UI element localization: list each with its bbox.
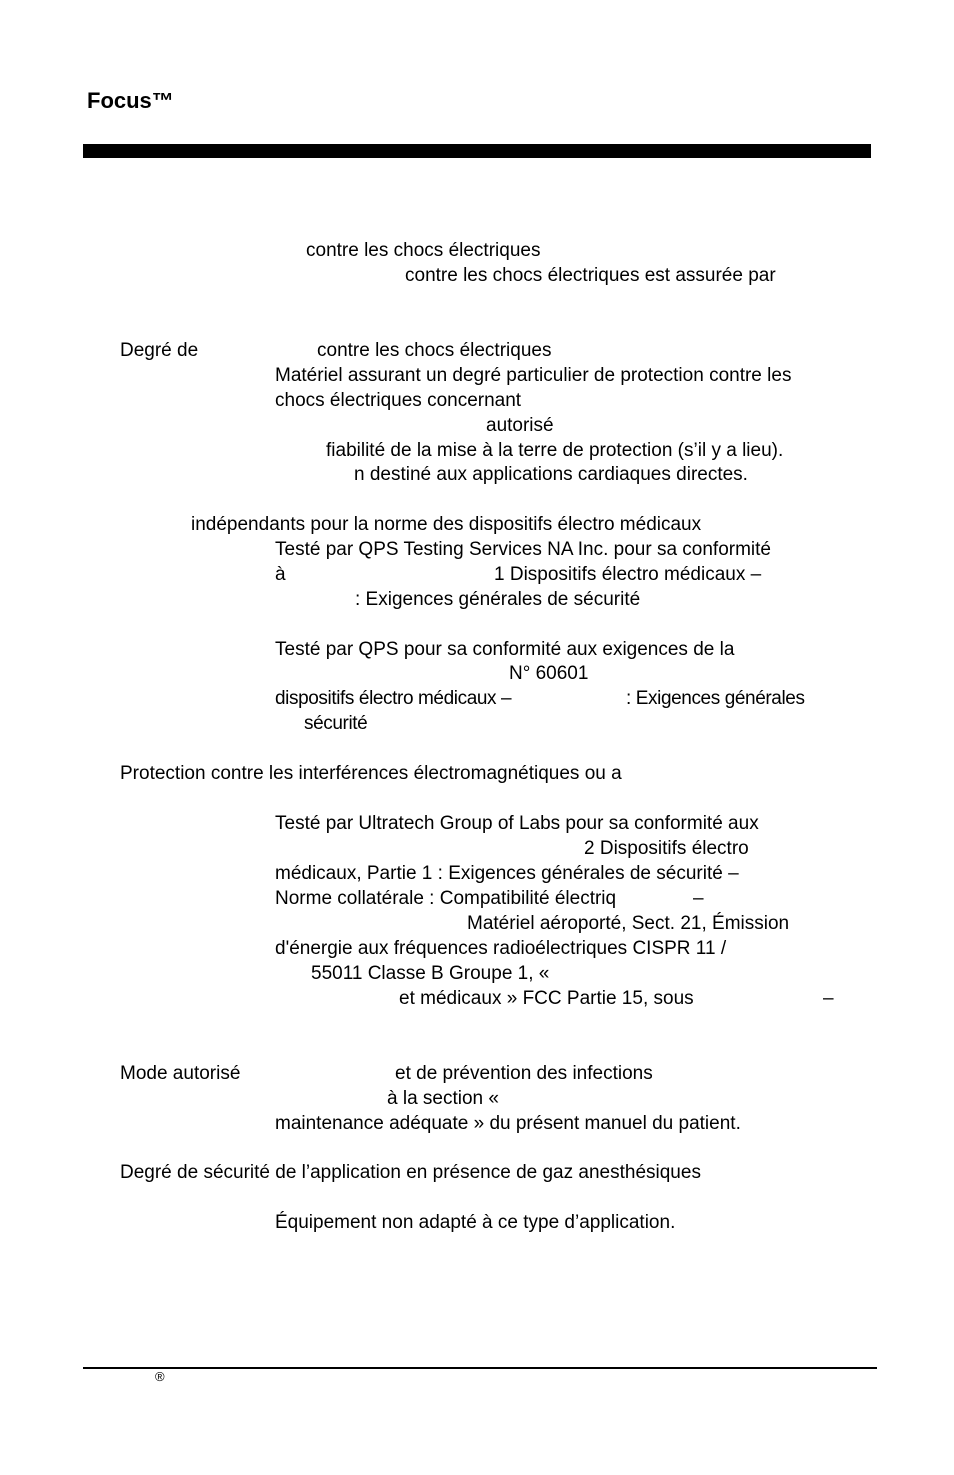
text-line: 1 Dispositifs électro médicaux –	[494, 564, 762, 585]
text-line: –	[693, 888, 704, 909]
text-line: : Exigences générales de sécurité	[355, 589, 641, 610]
text-line: à	[275, 564, 286, 585]
section-heading: contre les chocs électriques	[317, 340, 552, 361]
text-line: médicaux, Partie 1 : Exigences générales de sécurité –	[275, 863, 739, 884]
footer-rule	[83, 1367, 877, 1369]
section-heading: Degré de sécurité de l’application en présence de gaz anesthésiques	[120, 1162, 701, 1183]
header-rule	[83, 144, 871, 158]
text-line: N° 60601	[509, 663, 589, 684]
text-line: –	[823, 988, 834, 1009]
text-line: Matériel aéroporté, Sect. 21, Émission	[467, 913, 790, 934]
text-line: maintenance adéquate » du présent manuel du patient.	[275, 1113, 741, 1134]
section-heading: Protection contre les interférences électromagnétiques ou a	[120, 763, 622, 784]
section-heading: indépendants pour la norme des dispositifs électro médicaux	[191, 514, 702, 535]
text-line: Norme collatérale : Compatibilité électriq	[275, 888, 617, 909]
registered-mark: ®	[155, 1369, 165, 1384]
text-line: contre les chocs électriques est assurée par	[405, 265, 776, 286]
text-line: et de prévention des infections	[395, 1063, 653, 1084]
text-line: à la section «	[387, 1088, 499, 1109]
text-line: contre les chocs électriques	[306, 240, 541, 261]
section-heading: Mode autorisé	[120, 1063, 241, 1084]
section-heading: Degré de	[120, 340, 199, 361]
text-line: 55011 Classe B Groupe 1, «	[311, 963, 550, 984]
text-line: n destiné aux applications cardiaques directes.	[354, 464, 748, 485]
document-title: Focus™	[87, 88, 174, 113]
text-line: : Exigences générales	[626, 688, 805, 709]
text-line: chocs électriques concernant	[275, 390, 522, 411]
text-line: sécurité	[304, 713, 368, 734]
text-line: Matériel assurant un degré particulier de protection contre les	[275, 365, 792, 386]
text-line: et médicaux » FCC Partie 15, sous	[399, 988, 694, 1009]
text-line: autorisé	[486, 415, 554, 436]
text-line: Testé par QPS pour sa conformité aux exigences de la	[275, 639, 735, 660]
text-line: Équipement non adapté à ce type d’application.	[275, 1212, 676, 1233]
text-line: d'énergie aux fréquences radioélectriques CISPR 11 /	[275, 938, 727, 959]
text-line: 2 Dispositifs électro	[584, 838, 749, 859]
text-line: Testé par QPS Testing Services NA Inc. pour sa conformité	[275, 539, 771, 560]
text-line: dispositifs électro médicaux –	[275, 688, 512, 709]
text-line: fiabilité de la mise à la terre de protection (s’il y a lieu).	[326, 440, 784, 461]
text-line: Testé par Ultratech Group of Labs pour sa conformité aux	[275, 813, 759, 834]
